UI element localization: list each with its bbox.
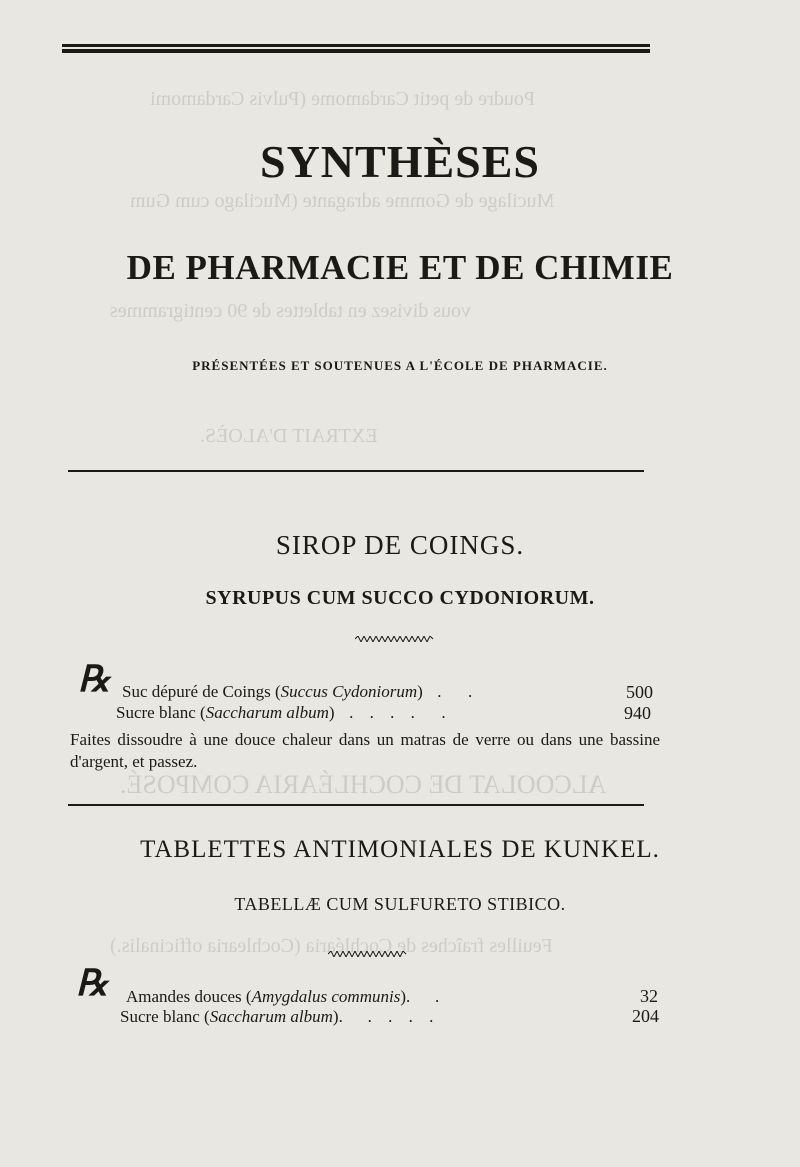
instructions-paragraph: Faites dissoudre à une douce chaleur dans un matras de verre ou dans une bassine d'argent, et passez.	[70, 730, 660, 771]
bleed-through-text: Mucilage de Gomme adragante (Mucilago cum Gum	[130, 190, 555, 212]
bleed-through-text: ALCOOLAT DE COCHLÉARIA COMPOSÉ.	[120, 770, 607, 799]
bleed-through-text: Poudre de petit Cardamome (Pulvis Cardamomi	[150, 88, 535, 110]
page-title: SYNTHÈSES	[259, 136, 540, 187]
section-latin-sirop: SYRUPUS CUM SUCCO CYDONIORUM.	[205, 587, 595, 609]
ornament-squiggle	[328, 951, 408, 957]
ingredient-line: Sucre blanc (Saccharum album). . . . .	[120, 1007, 440, 1026]
recipe-symbol: ℞	[76, 963, 109, 1003]
ingredient-quantity: 32	[640, 986, 658, 1006]
recipe-symbol: ℞	[78, 659, 111, 699]
ingredient-quantity: 940	[624, 703, 651, 723]
bleed-through-text: Feuilles fraîches de Cochléaria (Cochlearia officinalis.)	[110, 935, 553, 957]
ingredient-line: Suc dépuré de Coings (Succus Cydoniorum) . .	[122, 682, 479, 701]
ingredient-quantity: 500	[626, 682, 653, 702]
ornament-squiggle	[355, 636, 435, 642]
section-latin-tablettes: TABELLÆ CUM SULFURETO STIBICO.	[234, 894, 566, 914]
ingredient-line: Sucre blanc (Saccharum album) . . . . .	[116, 703, 452, 722]
ingredient-quantity: 204	[632, 1006, 659, 1026]
bleed-through-text: vous divisez en tablettes de 90 centigrammes	[110, 300, 472, 322]
section-divider	[68, 470, 644, 472]
bleed-through-text: EXTRAIT D'ALOÈS.	[200, 425, 378, 447]
presented-line: PRÉSENTÉES ET SOUTENUES A L'ÉCOLE DE PHARMACIE.	[192, 358, 608, 373]
top-double-rule	[62, 44, 650, 53]
section-title-sirop: SIROP DE COINGS.	[275, 530, 525, 560]
ingredient-line: Amandes douces (Amygdalus communis). .	[126, 987, 446, 1006]
section-divider	[68, 804, 644, 806]
page-subtitle: DE PHARMACIE ET DE CHIMIE	[126, 248, 674, 287]
section-title-tablettes: TABLETTES ANTIMONIALES DE KUNKEL.	[140, 836, 660, 863]
